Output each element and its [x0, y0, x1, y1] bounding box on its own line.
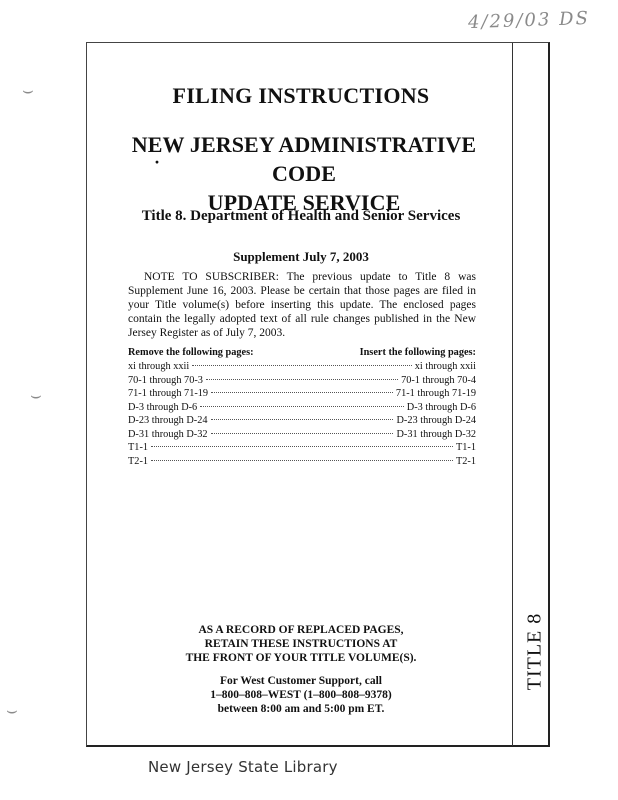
support-line1: For West Customer Support, call	[220, 675, 382, 687]
dot-leader	[206, 378, 398, 380]
record-notice	[86, 623, 516, 665]
table-row	[128, 374, 476, 388]
side-tab-label: TITLE 8	[523, 612, 546, 691]
code-title-line2: UPDATE SERVICE	[207, 190, 401, 215]
record-notice-line2: RETAIN THESE INSTRUCTIONS AT	[204, 638, 398, 650]
dot-leader	[200, 405, 404, 407]
record-notice-line1: AS A RECORD OF REPLACED PAGES,	[198, 624, 404, 636]
insert-pages: T2-1	[455, 455, 476, 467]
support-hours: between 8:00 am and 5:00 pm ET.	[217, 703, 385, 715]
record-notice-line3: THE FRONT OF YOUR TITLE VOLUME(S).	[185, 652, 417, 664]
pages-table-header	[128, 346, 476, 360]
insert-pages: T1-1	[455, 442, 476, 453]
support-phone: 1–800–808–WEST (1–800–808–9378)	[210, 689, 392, 701]
department-title: Title 8. Department of Health and Senior Services	[141, 208, 461, 224]
insert-pages: D-3 through D-6	[406, 401, 476, 413]
remove-pages: D-3 through D-6	[128, 401, 198, 413]
library-stamp: New Jersey State Library	[148, 758, 338, 776]
code-title	[98, 130, 510, 217]
table-row	[128, 455, 476, 469]
remove-pages: 71-1 through 71-19	[128, 388, 209, 399]
insert-pages: D-31 through D-32	[396, 428, 476, 440]
table-row	[128, 401, 476, 415]
scan-dot: ·	[154, 152, 161, 172]
table-row	[128, 441, 476, 455]
insert-pages: xi through xxii	[414, 361, 476, 372]
supplement-date: Supplement July 7, 2003	[233, 249, 369, 264]
remove-pages: T2-1	[128, 455, 149, 467]
hole-punch-mark: ⌣	[22, 80, 34, 101]
dot-leader	[211, 432, 394, 434]
hole-punch-mark: ⌣	[6, 700, 18, 721]
remove-pages: xi through xxii	[128, 361, 190, 372]
insert-pages: D-23 through D-24	[396, 415, 476, 426]
remove-pages: 70-1 through 70-3	[128, 374, 203, 386]
dot-leader	[151, 445, 453, 447]
page-title: FILING INSTRUCTIONS	[172, 83, 430, 108]
customer-support-info	[86, 674, 516, 716]
table-row	[128, 360, 476, 374]
pages-table	[128, 346, 476, 468]
remove-pages: D-31 through D-32	[128, 428, 208, 440]
dot-leader	[151, 459, 453, 461]
dot-leader	[211, 391, 393, 393]
insert-header: Insert the following pages:	[359, 347, 476, 358]
insert-pages: 70-1 through 70-4	[401, 374, 476, 386]
table-row	[128, 428, 476, 442]
code-title-line1: NEW JERSEY ADMINISTRATIVE CODE	[131, 132, 477, 186]
dot-leader	[192, 364, 412, 366]
table-row	[128, 387, 476, 401]
subscriber-note: NOTE TO SUBSCRIBER: The previous update to Title 8 was Supplement June 16, 2003. Please be certain that those pages are filed in your Title volume(s) before inserting this update. The enclosed pages contain the legally adopted text of all rule changes published in the New Jersey Register as of July 7, 2003.	[128, 271, 476, 339]
remove-header: Remove the following pages:	[128, 347, 254, 358]
remove-pages: D-23 through D-24	[128, 415, 208, 426]
dot-leader	[211, 418, 394, 420]
table-row	[128, 414, 476, 428]
hole-punch-mark: ⌣	[30, 385, 42, 406]
insert-pages: 71-1 through 71-19	[395, 388, 476, 399]
remove-pages: T1-1	[128, 442, 149, 453]
handwritten-date-note: 4/29/03 DS	[467, 7, 591, 34]
